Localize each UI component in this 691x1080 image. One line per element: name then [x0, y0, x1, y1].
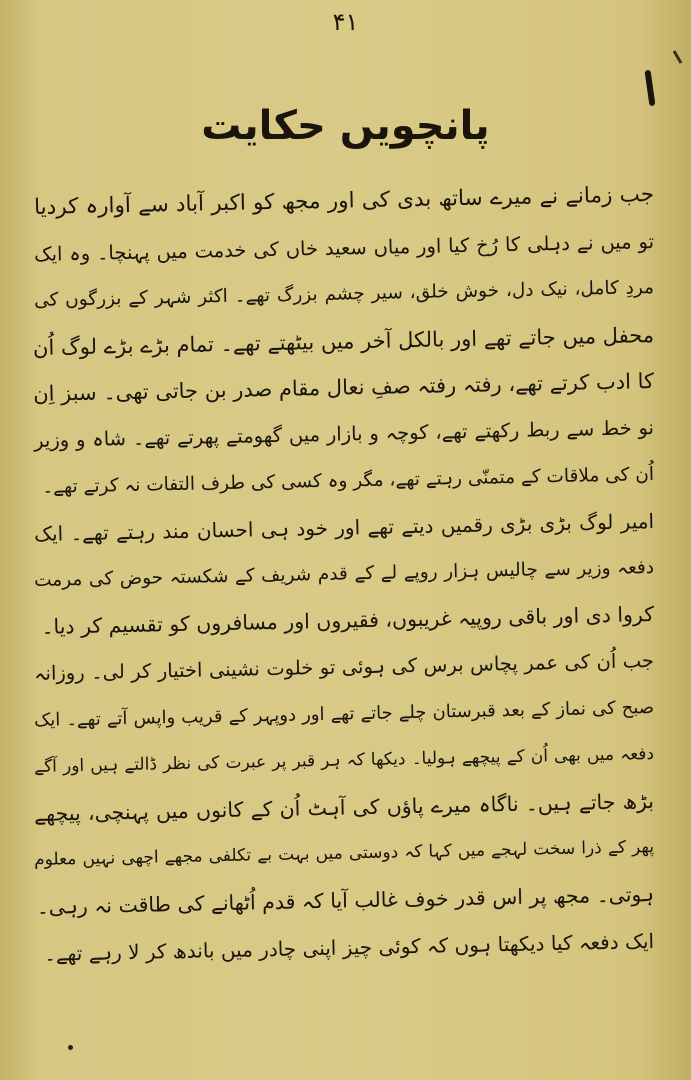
text-line: نو خط سے ربط رکھتے تھے، کوچہ و بازار میں گھومتے پھرتے تھے۔ شاہ و وزیر — [33, 415, 655, 452]
text-line: محفل میں جاتے تھے اور بالکل آخر میں بیٹھتے تھے۔ تمام بڑے بڑے لوگ اُن — [32, 322, 655, 360]
text-line: تو میں نے دہلی کا رُخ کیا اور میاں سعید خاں کی خدمت میں پہنچا۔ وہ ایک — [33, 229, 655, 266]
text-line: صبح کی نماز کے بعد قبرستان چلے جاتے تھے اور دوپہر کے قریب واپس آتے تھے۔ ایک — [33, 696, 655, 731]
text-line: بڑھ جاتے ہیں۔ ناگاہ میرے پاؤں کی آہٹ اُن کے کانوں میں پہنچی، پیچھے — [33, 788, 655, 826]
text-line: امیر لوگ بڑی بڑی رقمیں دیتے تھے اور خود ہی احسان مند رہتے تھے۔ ایک — [33, 509, 655, 547]
text-line: اُن کی ملاقات کے متمنّی رہتے تھے، مگر وہ کسی کی طرف التفات نہ کرتے تھے۔ — [42, 463, 655, 498]
text-line: دفعہ میں بھی اُن کے پیچھے ہولیا۔ دیکھا کہ ہر قبر پر عبرت کی نظر ڈالتے ہیں اور آگے — [33, 744, 655, 778]
text-line: مردِ کامل، نیک دل، خوش خلق، سیر چشم بزرگ تھے۔ اکثر شہر کے بزرگوں کی — [33, 277, 655, 312]
text-line: کروا دی اور باقی روپیہ غریبوں، فقیروں اور مسافروں کو تقسیم کر دیا۔ — [41, 602, 655, 640]
text-line: دفعہ وزیر سے چالیس ہزار روپے لے کے قدم شریف کے شکستہ حوض کی مرمت — [33, 556, 655, 591]
page-number: ۴۱ — [332, 8, 359, 36]
text-line: کا ادب کرتے تھے، رفتہ رفتہ صفِ نعال مقام صدر بن جاتی تھی۔ سبز اِن — [32, 369, 655, 407]
margin-tick-mark — [673, 50, 683, 64]
text-line: پھر کے ذرا سخت لہجے میں کہا کہ دوستی میں بہت بے تکلفی مجھے اچھی نہیں معلوم — [33, 837, 655, 871]
text-line: جب اُن کی عمر پچاس برس کی ہوئی تو خلوت نشینی اختیار کر لی۔ روزانہ — [33, 648, 655, 685]
text-line: ایک دفعہ کیا دیکھتا ہوں کہ کوئی چیز اپنی چادر میں باندھ کر لا رہے تھے۔ — [43, 928, 655, 966]
chapter-heading: پانچویں حکایت — [201, 103, 490, 149]
ink-dot — [68, 1045, 73, 1050]
text-line: ہوتی۔ مجھ پر اس قدر خوف غالب آیا کہ قدم اُٹھانے کی طاقت نہ رہی۔ — [36, 881, 655, 919]
text-line: جب زمانے نے میرے ساتھ بدی کی اور مجھ کو اکبر آباد سے آوارہ کردیا — [33, 182, 655, 220]
body-text — [34, 172, 654, 964]
